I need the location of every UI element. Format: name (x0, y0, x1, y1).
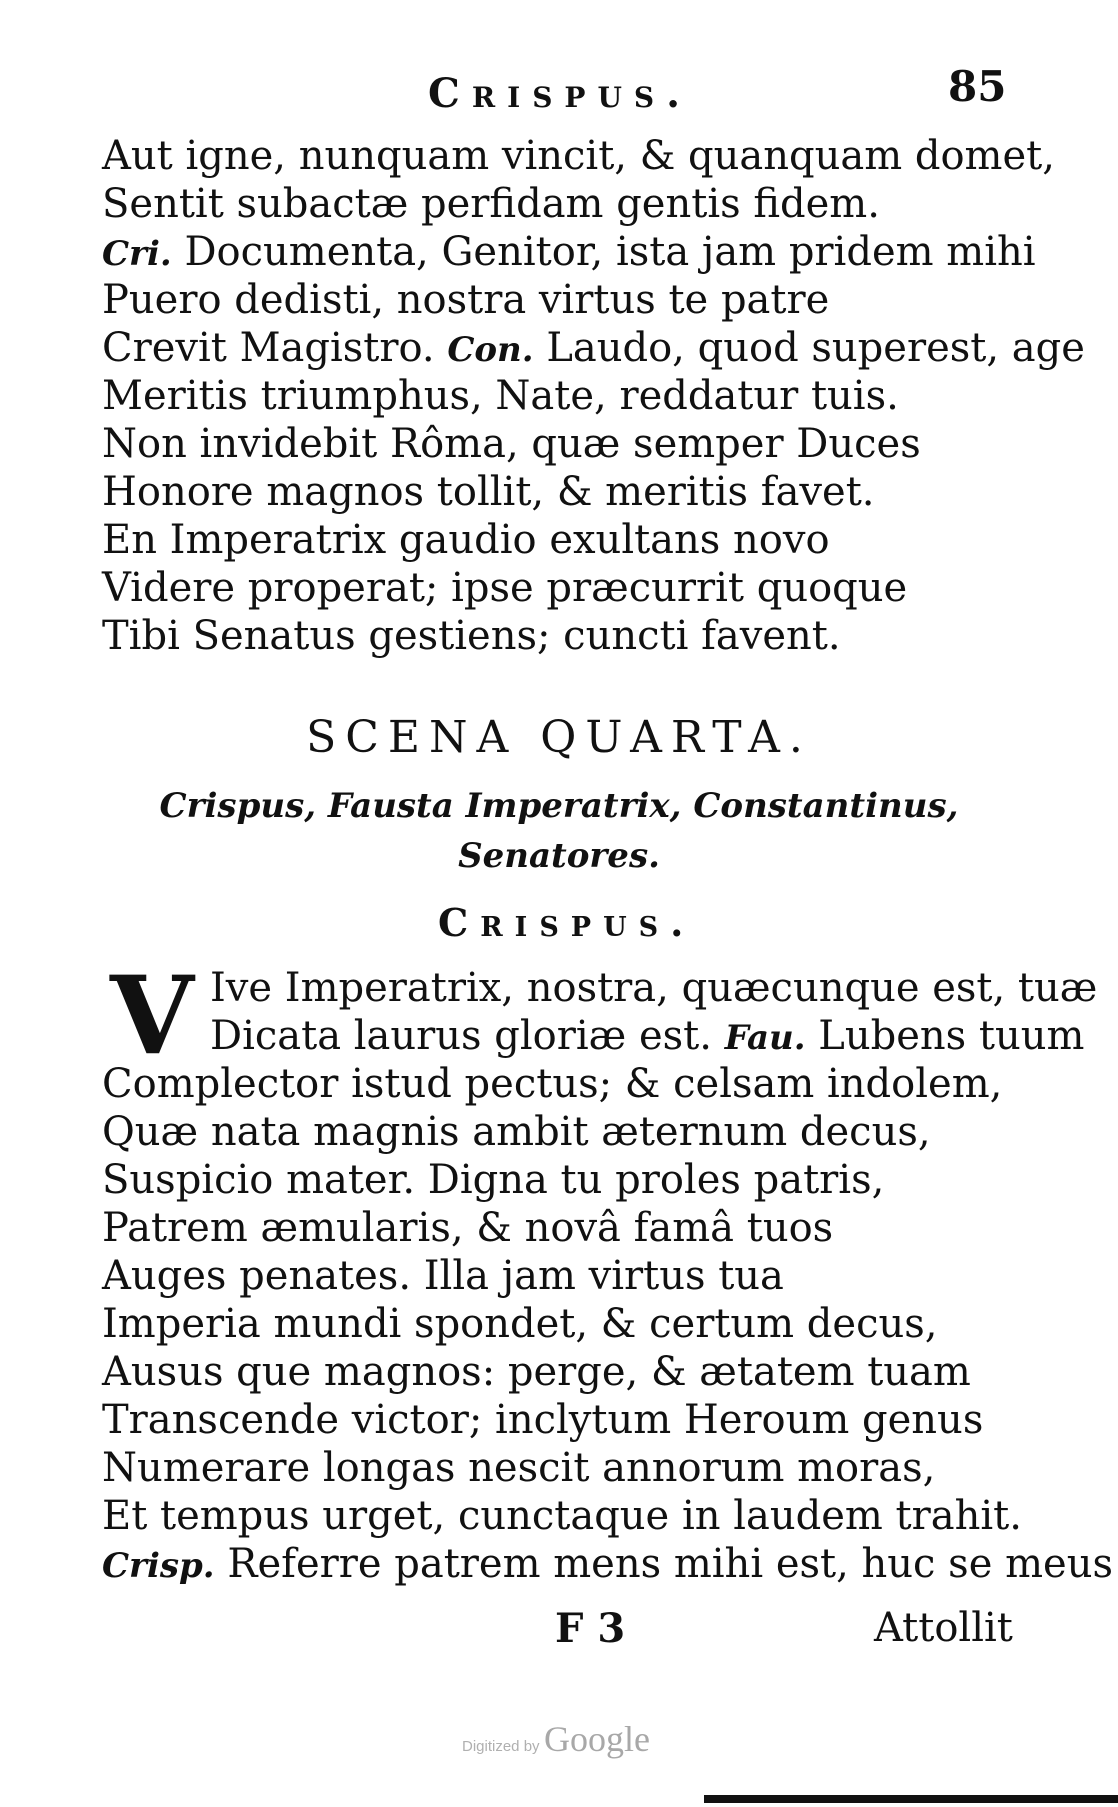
verse-line (102, 1300, 1022, 1348)
cast-list-line-2: Senatores. (458, 836, 660, 876)
verse-text: Tibi Senatus gestiens; cuncti favent. (102, 613, 841, 659)
verse-text: Quæ nata magnis ambit æternum decus, (102, 1109, 931, 1155)
verse-text: Laudo, quod superest, age (533, 325, 1085, 371)
drop-cap: V (110, 953, 194, 1079)
verse-line (102, 1204, 1022, 1252)
verse-text: Sentit subactæ perfidam gentis fidem. (102, 181, 880, 227)
verse-text: Aut igne, nunquam vincit, & quanquam domet, (102, 133, 1055, 179)
verse-line (102, 1156, 1022, 1204)
verse-line (102, 132, 1055, 180)
verse-text: Dicata laurus gloriæ est. (210, 1013, 725, 1059)
verse-line (102, 1540, 1113, 1588)
verse-text: Puero dedisti, nostra virtus te patre (102, 277, 830, 323)
verse-line (102, 276, 1022, 324)
speaker-abbrev: Con. (447, 330, 534, 370)
verse-text: Referre patrem mens mihi est, huc se meus (214, 1541, 1113, 1587)
verse-line (102, 1348, 1022, 1396)
verse-text: Documenta, Genitor, ista jam pridem mihi (171, 229, 1036, 275)
verse-text: Lubens tuum (805, 1013, 1085, 1059)
speaker-heading: Crispus. (438, 900, 696, 945)
scene-title: SCENA QUARTA. (306, 712, 812, 763)
verse-text: Complector istud pectus; & celsam indolem, (102, 1061, 1003, 1107)
catchword: Attollit (874, 1605, 1013, 1651)
verse-line (210, 964, 1118, 1012)
verse-text: Transcende victor; inclytum Heroum genus (102, 1397, 984, 1443)
verse-line (210, 1012, 1118, 1060)
verse-line (102, 324, 1085, 372)
verse-block-top (102, 132, 1085, 660)
digitized-watermark (462, 1718, 650, 1760)
verse-text: Crevit Magistro. (102, 325, 448, 371)
verse-text: Numerare longas nescit annorum moras, (102, 1445, 936, 1491)
verse-line (102, 228, 1036, 276)
verse-block-speech (102, 1060, 1113, 1588)
verse-line (102, 564, 1022, 612)
signature-mark: F 3 (555, 1605, 626, 1652)
speaker-abbrev: Cri. (102, 234, 172, 274)
verse-text: Meritis triumphus, Nate, reddatur tuis. (102, 373, 899, 419)
verse-line (102, 1108, 1022, 1156)
cast-list-line-1: Crispus, Fausta Imperatrix, Constantinus, (159, 786, 959, 826)
verse-line (102, 1060, 1022, 1108)
verse-text: Imperia mundi spondet, & certum decus, (102, 1301, 938, 1347)
verse-text: Ive Imperatrix, nostra, quæcunque est, tuæ (210, 965, 1098, 1011)
verse-text: Suspicio mater. Digna tu proles patris, (102, 1157, 885, 1203)
verse-line (102, 1492, 1022, 1540)
page-number: 85 (948, 62, 1007, 111)
running-head: Crispus. (428, 70, 693, 117)
verse-line (102, 468, 1022, 516)
verse-text: Et tempus urget, cunctaque in laudem trahit. (102, 1493, 1022, 1539)
verse-text: Non invidebit Rôma, quæ semper Duces (102, 421, 921, 467)
google-logo: Google (544, 1719, 650, 1759)
verse-text: Ausus que magnos: perge, & ætatem tuam (102, 1349, 971, 1395)
verse-text: Auges penates. Illa jam virtus tua (102, 1253, 784, 1299)
verse-line (102, 516, 1022, 564)
speaker-abbrev: Fau. (724, 1018, 806, 1058)
verse-text: Videre properat; ipse præcurrit quoque (102, 565, 908, 611)
verse-line (102, 1444, 1022, 1492)
verse-line (102, 420, 1022, 468)
verse-line (102, 1396, 1022, 1444)
verse-text: En Imperatrix gaudio exultans novo (102, 517, 830, 563)
speech-opening (210, 964, 1118, 1060)
verse-text: Honore magnos tollit, & meritis favet. (102, 469, 875, 515)
verse-line (102, 372, 1022, 420)
verse-line (102, 180, 1022, 228)
verse-line (102, 612, 1022, 660)
speaker-abbrev: Crisp. (102, 1546, 215, 1586)
verse-line (102, 1252, 1022, 1300)
digitized-label: Digitized by (462, 1738, 540, 1755)
page-edge-rule (704, 1795, 1118, 1803)
verse-text: Patrem æmularis, & novâ famâ tuos (102, 1205, 834, 1251)
